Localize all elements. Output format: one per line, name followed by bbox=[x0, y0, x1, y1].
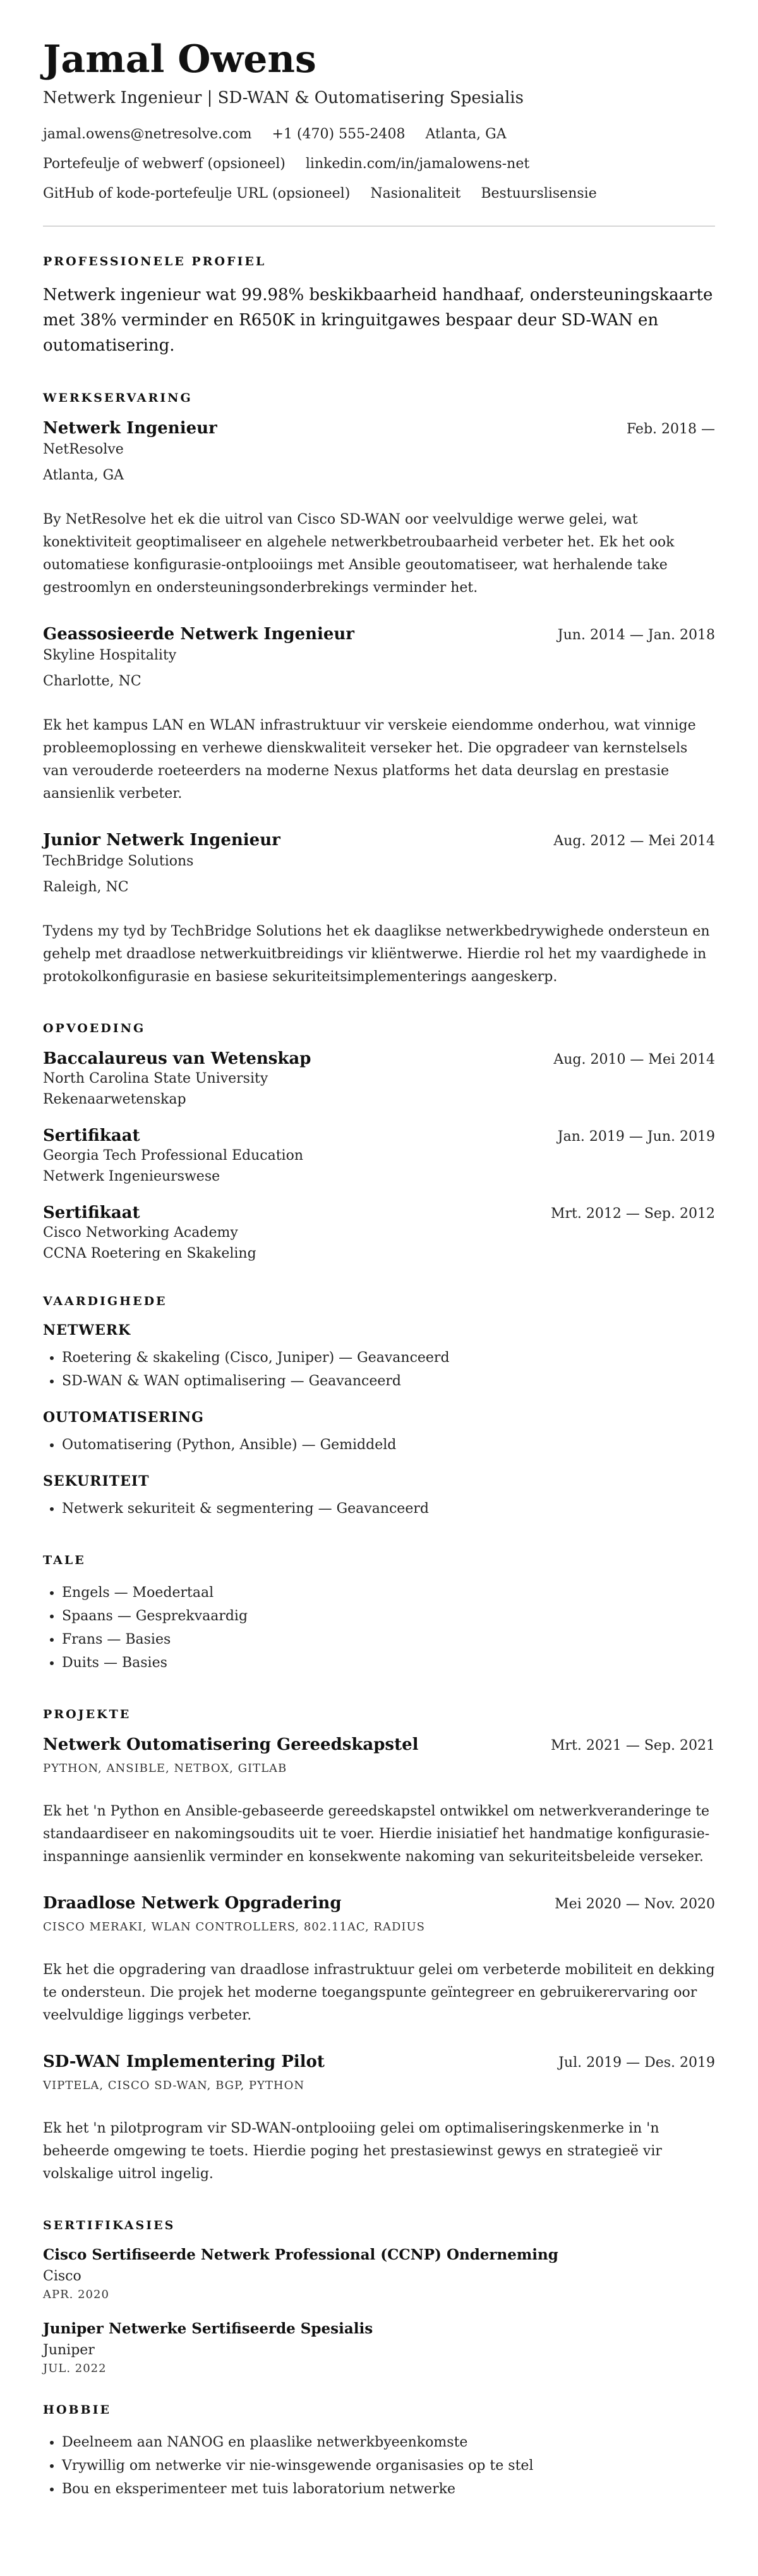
job-title: Netwerk Ingenieur bbox=[43, 419, 217, 438]
school-name: North Carolina State University bbox=[43, 1071, 268, 1086]
degree-dates: Jan. 2019 — Jun. 2019 bbox=[557, 1129, 715, 1145]
hobby-item: • Bou en eksperimenteer met tuis laboratorium netwerke bbox=[62, 2477, 715, 2501]
hobby-item: • Vrywillig om netwerke vir nie-winsgewende organisasies op te stel bbox=[62, 2454, 715, 2477]
degree-title: Sertifikaat bbox=[43, 1126, 140, 1145]
project-name: Draadlose Netwerk Opgradering bbox=[43, 1894, 342, 1913]
certification-name: Juniper Netwerke Sertifiseerde Spesialis bbox=[43, 2320, 373, 2337]
candidate-name: Jamal Owens bbox=[43, 37, 316, 81]
job-title: Junior Netwerk Ingenieur bbox=[43, 831, 280, 850]
drivers-license: Bestuurslisensie bbox=[481, 186, 597, 202]
certification-issuer: Cisco bbox=[43, 2268, 81, 2284]
degree-title: Baccalaureus van Wetenskap bbox=[43, 1049, 311, 1068]
education-entry bbox=[43, 1203, 715, 1261]
portfolio-link[interactable]: Portefeulje of webwerf (opsioneel) bbox=[43, 156, 286, 172]
project-entry bbox=[43, 2052, 715, 2186]
skill-list bbox=[43, 1346, 715, 1393]
language-list bbox=[43, 1581, 715, 1675]
contact-row-secondary bbox=[43, 156, 715, 172]
project-description: Ek het die opgradering van draadlose infrastruktuur gelei om verbeterde mobiliteit en dekking te ondersteun. Die projek het moderne toegangspunte geïntegreer en gebruikerervaring oor veelvuldige liggings verbeter. bbox=[43, 1962, 715, 2023]
job-description: By NetResolve het ek die uitrol van Cisco SD-WAN oor veelvuldige werwe gelei, wat konektiviteit geoptimaliseer en algehele netwerkbetroubaarheid verbeter het. Ek het ook outomatiese konfigurasie-ontplooiings met Ansible geoutomatiseer, wat herhalende take gestroomlyn en ondersteuningsonderbrekings verminder het. bbox=[43, 512, 675, 596]
education-entry bbox=[43, 1126, 715, 1184]
job-company: NetResolve bbox=[43, 442, 124, 457]
experience-entry bbox=[43, 831, 715, 989]
github-link[interactable]: GitHub of kode-portefeulje URL (opsioneel) bbox=[43, 186, 351, 202]
degree-dates: Aug. 2010 — Mei 2014 bbox=[553, 1052, 715, 1068]
hobby-list bbox=[43, 2431, 715, 2501]
project-name: SD-WAN Implementering Pilot bbox=[43, 2052, 325, 2071]
skill-item: • Netwerk sekuriteit & segmentering — Geavanceerd bbox=[62, 1497, 715, 1520]
skill-item: • Roetering & skakeling (Cisco, Juniper) — Geavanceerd bbox=[62, 1346, 715, 1369]
job-dates: Feb. 2018 — bbox=[626, 421, 715, 437]
language-item: • Spaans — Gesprekvaardig bbox=[62, 1604, 715, 1628]
certification-date: APR. 2020 bbox=[43, 2288, 109, 2301]
experience-entry bbox=[43, 419, 715, 599]
study-field: Netwerk Ingenieurswese bbox=[43, 1169, 220, 1184]
linkedin-link[interactable]: linkedin.com/in/jamalowens-net bbox=[305, 156, 530, 172]
job-company: TechBridge Solutions bbox=[43, 853, 194, 869]
header-divider bbox=[43, 226, 715, 227]
project-description: Ek het 'n Python en Ansible-gebaseerde gereedskapstel ontwikkel om netwerkveranderinge te standaardiseer en nakomingsoudits uit te voer. Hierdie inisiatief het handmatige konfigurasie-inspanninge aansienlik verminder en konsekwente nakoming van sekuriteitsbeleide verseker. bbox=[43, 1803, 710, 1865]
language-item: • Frans — Basies bbox=[62, 1628, 715, 1651]
job-company: Skyline Hospitality bbox=[43, 647, 177, 663]
section-title-projects: PROJEKTE bbox=[43, 1707, 131, 1721]
nationality: Nasionaliteit bbox=[370, 186, 461, 202]
profile-summary: Netwerk ingenieur wat 99.98% beskikbaarheid handhaaf, ondersteuningskaarte met 38% verminder en R650K in kringuitgawes bespaar deur SD-WAN en outomatisering. bbox=[43, 286, 713, 355]
project-dates: Mei 2020 — Nov. 2020 bbox=[555, 1896, 715, 1912]
certification-date: JUL. 2022 bbox=[43, 2362, 107, 2375]
project-tech: CISCO MERAKI, WLAN CONTROLLERS, 802.11AC, RADIUS bbox=[43, 1920, 425, 1934]
skill-list bbox=[43, 1497, 715, 1520]
section-title-profile: PROFESSIONELE PROFIEL bbox=[43, 255, 267, 268]
hobby-item: • Deelneem aan NANOG en plaaslike netwerkbyeenkomste bbox=[62, 2431, 715, 2454]
project-dates: Jul. 2019 — Des. 2019 bbox=[558, 2055, 715, 2071]
project-description: Ek het 'n pilotprogram vir SD-WAN-ontplooiing gelei om optimaliseringskenmerke in 'n beheerde omgewing te toets. Hierdie poging het prestasiewinst gewys en strategieë vir volskalige uitrol ingelig. bbox=[43, 2121, 662, 2182]
degree-title: Sertifikaat bbox=[43, 1203, 140, 1222]
section-title-skills: VAARDIGHEDE bbox=[43, 1294, 167, 1308]
job-location: Charlotte, NC bbox=[43, 673, 141, 689]
section-title-certifications: SERTIFIKASIES bbox=[43, 2218, 176, 2232]
section-title-languages: TALE bbox=[43, 1553, 86, 1567]
language-item: • Engels — Moedertaal bbox=[62, 1581, 715, 1604]
email-link[interactable]: jamal.owens@netresolve.com bbox=[43, 126, 252, 142]
skill-item: • Outomatisering (Python, Ansible) — Gemiddeld bbox=[62, 1433, 715, 1457]
education-entry bbox=[43, 1049, 715, 1107]
candidate-headline: Netwerk Ingenieur | SD-WAN & Outomatisering Spesialis bbox=[43, 88, 524, 107]
study-field: Rekenaarwetenskap bbox=[43, 1092, 186, 1107]
language-item: • Duits — Basies bbox=[62, 1651, 715, 1675]
school-name: Cisco Networking Academy bbox=[43, 1225, 238, 1241]
contact-row-tertiary bbox=[43, 186, 715, 202]
section-title-education: OPVOEDING bbox=[43, 1021, 146, 1035]
job-dates: Jun. 2014 — Jan. 2018 bbox=[557, 627, 715, 643]
phone-number[interactable]: +1 (470) 555-2408 bbox=[272, 126, 406, 142]
contact-row-primary bbox=[43, 126, 715, 142]
project-entry bbox=[43, 1735, 715, 1869]
project-entry bbox=[43, 1894, 715, 2027]
certification-entry bbox=[43, 2320, 715, 2375]
certification-issuer: Juniper bbox=[43, 2342, 95, 2358]
study-field: CCNA Roetering en Skakeling bbox=[43, 1246, 256, 1261]
job-location: Raleigh, NC bbox=[43, 879, 129, 895]
project-dates: Mrt. 2021 — Sep. 2021 bbox=[551, 1738, 715, 1754]
job-dates: Aug. 2012 — Mei 2014 bbox=[553, 833, 715, 849]
degree-dates: Mrt. 2012 — Sep. 2012 bbox=[551, 1206, 715, 1222]
job-title: Geassosieerde Netwerk Ingenieur bbox=[43, 625, 354, 644]
job-description: Tydens my tyd by TechBridge Solutions het ek daaglikse netwerkbedrywighede ondersteun en gehelp met draadlose netwerkuitbreidings vir kliëntwerwe. Hierdie rol het my vaardighede in protokolkonfigurasie en basiese sekuriteitsimplementerings aangeskerp. bbox=[43, 924, 710, 985]
project-name: Netwerk Outomatisering Gereedskapstel bbox=[43, 1735, 419, 1754]
job-location: Atlanta, GA bbox=[43, 467, 124, 483]
job-description: Ek het kampus LAN en WLAN infrastruktuur vir verskeie eiendomme onderhou, wat vinnige probleemoplossing en verhewe dienskwaliteit verseker het. Die opgradeer van kernstelsels van verouderde roeteerders na moderne Nexus platforms het data deurslag en prestasie aansienlik verbeter. bbox=[43, 718, 696, 802]
skill-category: SEKURITEIT bbox=[43, 1473, 150, 1490]
location: Atlanta, GA bbox=[425, 126, 507, 142]
school-name: Georgia Tech Professional Education bbox=[43, 1148, 303, 1164]
skill-list bbox=[43, 1433, 715, 1457]
experience-entry bbox=[43, 625, 715, 805]
certification-entry bbox=[43, 2246, 715, 2301]
skill-category: OUTOMATISERING bbox=[43, 1409, 204, 1426]
certification-name: Cisco Sertifiseerde Netwerk Professional (CCNP) Onderneming bbox=[43, 2246, 558, 2263]
section-title-hobbies: HOBBIE bbox=[43, 2403, 111, 2417]
section-title-experience: WERKSERVARING bbox=[43, 391, 193, 405]
skill-item: • SD-WAN & WAN optimalisering — Geavanceerd bbox=[62, 1369, 715, 1393]
project-tech: VIPTELA, CISCO SD-WAN, BGP, PYTHON bbox=[43, 2079, 305, 2092]
project-tech: PYTHON, ANSIBLE, NETBOX, GITLAB bbox=[43, 1762, 287, 1775]
skill-category: NETWERK bbox=[43, 1322, 131, 1339]
